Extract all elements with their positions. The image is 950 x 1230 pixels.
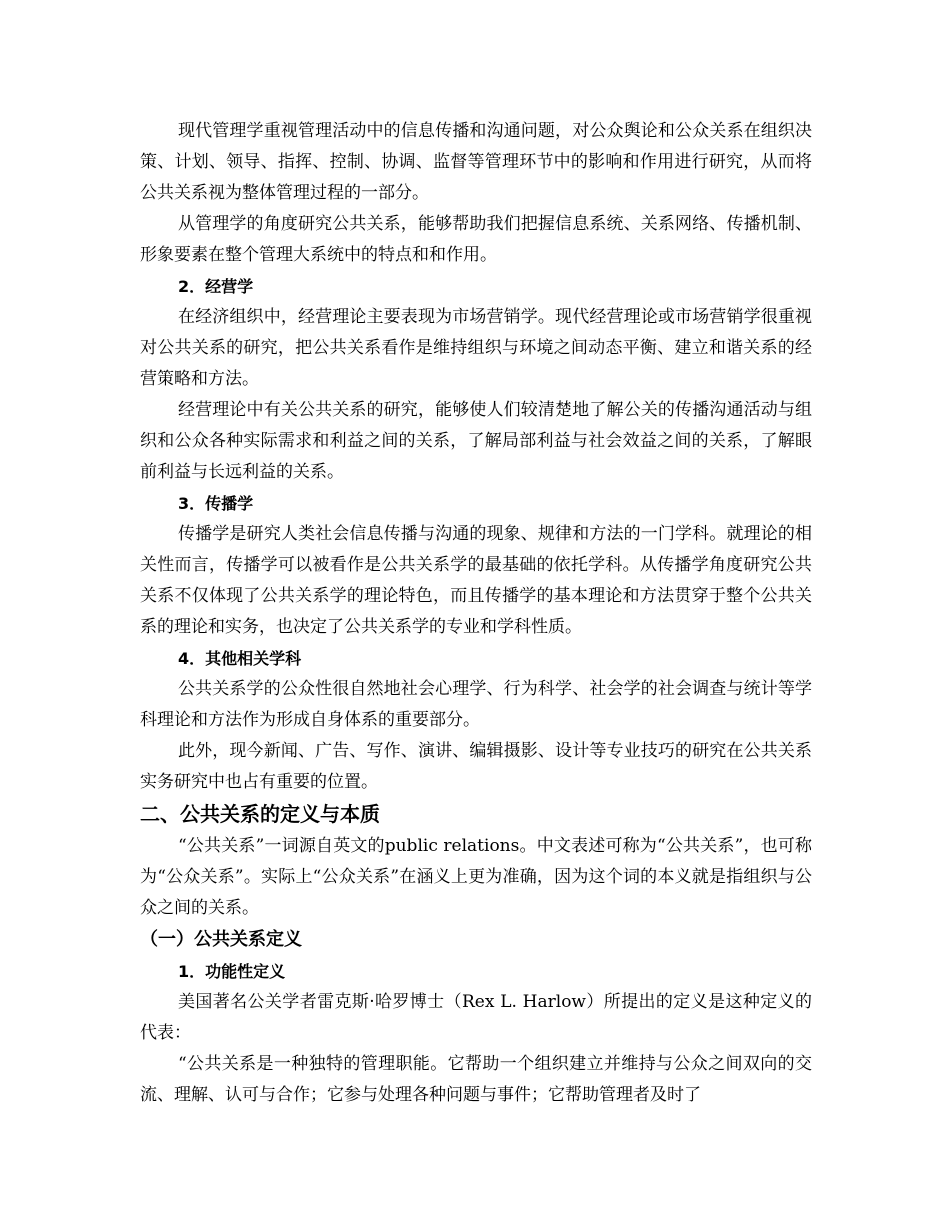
heading-business-management: 2．经营学 [178, 277, 254, 296]
paragraph-management-communication: 现代管理学重视管理活动中的信息传播和沟通问题，对公众舆论和公众关系在组织决策、计划、领导、指挥、控制、协调、监督等管理环节中的影响和作用进行研究，从而将公共关系视为整体管理过程的一部分。 [140, 121, 812, 203]
heading-communication-studies: 3．传播学 [178, 494, 254, 513]
section-heading-definition-essence: 二、公共关系的定义与本质 [140, 802, 380, 826]
paragraph-term-origin: “公共关系”一词源自英文的public relations。中文表述可称为“公共关系”，也可称为“公众关系”。实际上“公众关系”在涵义上更为准确，因为这个词的本义就是指组织与公众之间的关系。 [140, 836, 812, 918]
heading-other-disciplines: 4．其他相关学科 [178, 649, 302, 668]
paragraph-marketing: 在经济组织中，经营理论主要表现为市场营销学。现代经营理论或市场营销学很重视对公共关系的研究，把公共关系看作是维持组织与环境之间动态平衡、建立和谐关系的经营策略和方法。 [140, 307, 812, 389]
document-page [140, 116, 812, 1111]
subsection-heading-definition: （一）公共关系定义 [140, 929, 302, 950]
heading-functional-definition: 1．功能性定义 [178, 962, 286, 981]
paragraph-professional-skills: 此外，现今新闻、广告、写作、演讲、编辑摄影、设计等专业技巧的研究在公共关系实务研究中也占有重要的位置。 [140, 741, 812, 792]
paragraph-social-psychology: 公共关系学的公众性很自然地社会心理学、行为科学、社会学的社会调查与统计等学科理论和方法作为形成自身体系的重要部分。 [140, 679, 812, 730]
paragraph-harlow-quote: “公共关系是一种独特的管理职能。它帮助一个组织建立并维持与公众之间双向的交流、理解、认可与合作；它参与处理各种问题与事件；它帮助管理者及时了 [140, 1054, 812, 1105]
paragraph-management-perspective: 从管理学的角度研究公共关系，能够帮助我们把握信息系统、关系网络、传播机制、形象要素在整个管理大系统中的特点和和作用。 [140, 214, 812, 265]
paragraph-communication-studies: 传播学是研究人类社会信息传播与沟通的现象、规律和方法的一门学科。就理论的相关性而言，传播学可以被看作是公共关系学的最基础的依托学科。从传播学角度研究公共关系不仅体现了公共关系学的理论特色，而且传播学的基本理论和方法贯穿于整个公共关系的理论和实务，也决定了公共关系学的专业和学科性质。 [140, 524, 812, 637]
paragraph-business-theory: 经营理论中有关公共关系的研究，能够使人们较清楚地了解公关的传播沟通活动与组织和公众各种实际需求和利益之间的关系，了解局部利益与社会效益之间的关系，了解眼前利益与长远利益的关系。 [140, 400, 812, 482]
paragraph-harlow: 美国著名公关学者雷克斯·哈罗博士（Rex L. Harlow）所提出的定义是这种定义的代表： [140, 992, 812, 1043]
